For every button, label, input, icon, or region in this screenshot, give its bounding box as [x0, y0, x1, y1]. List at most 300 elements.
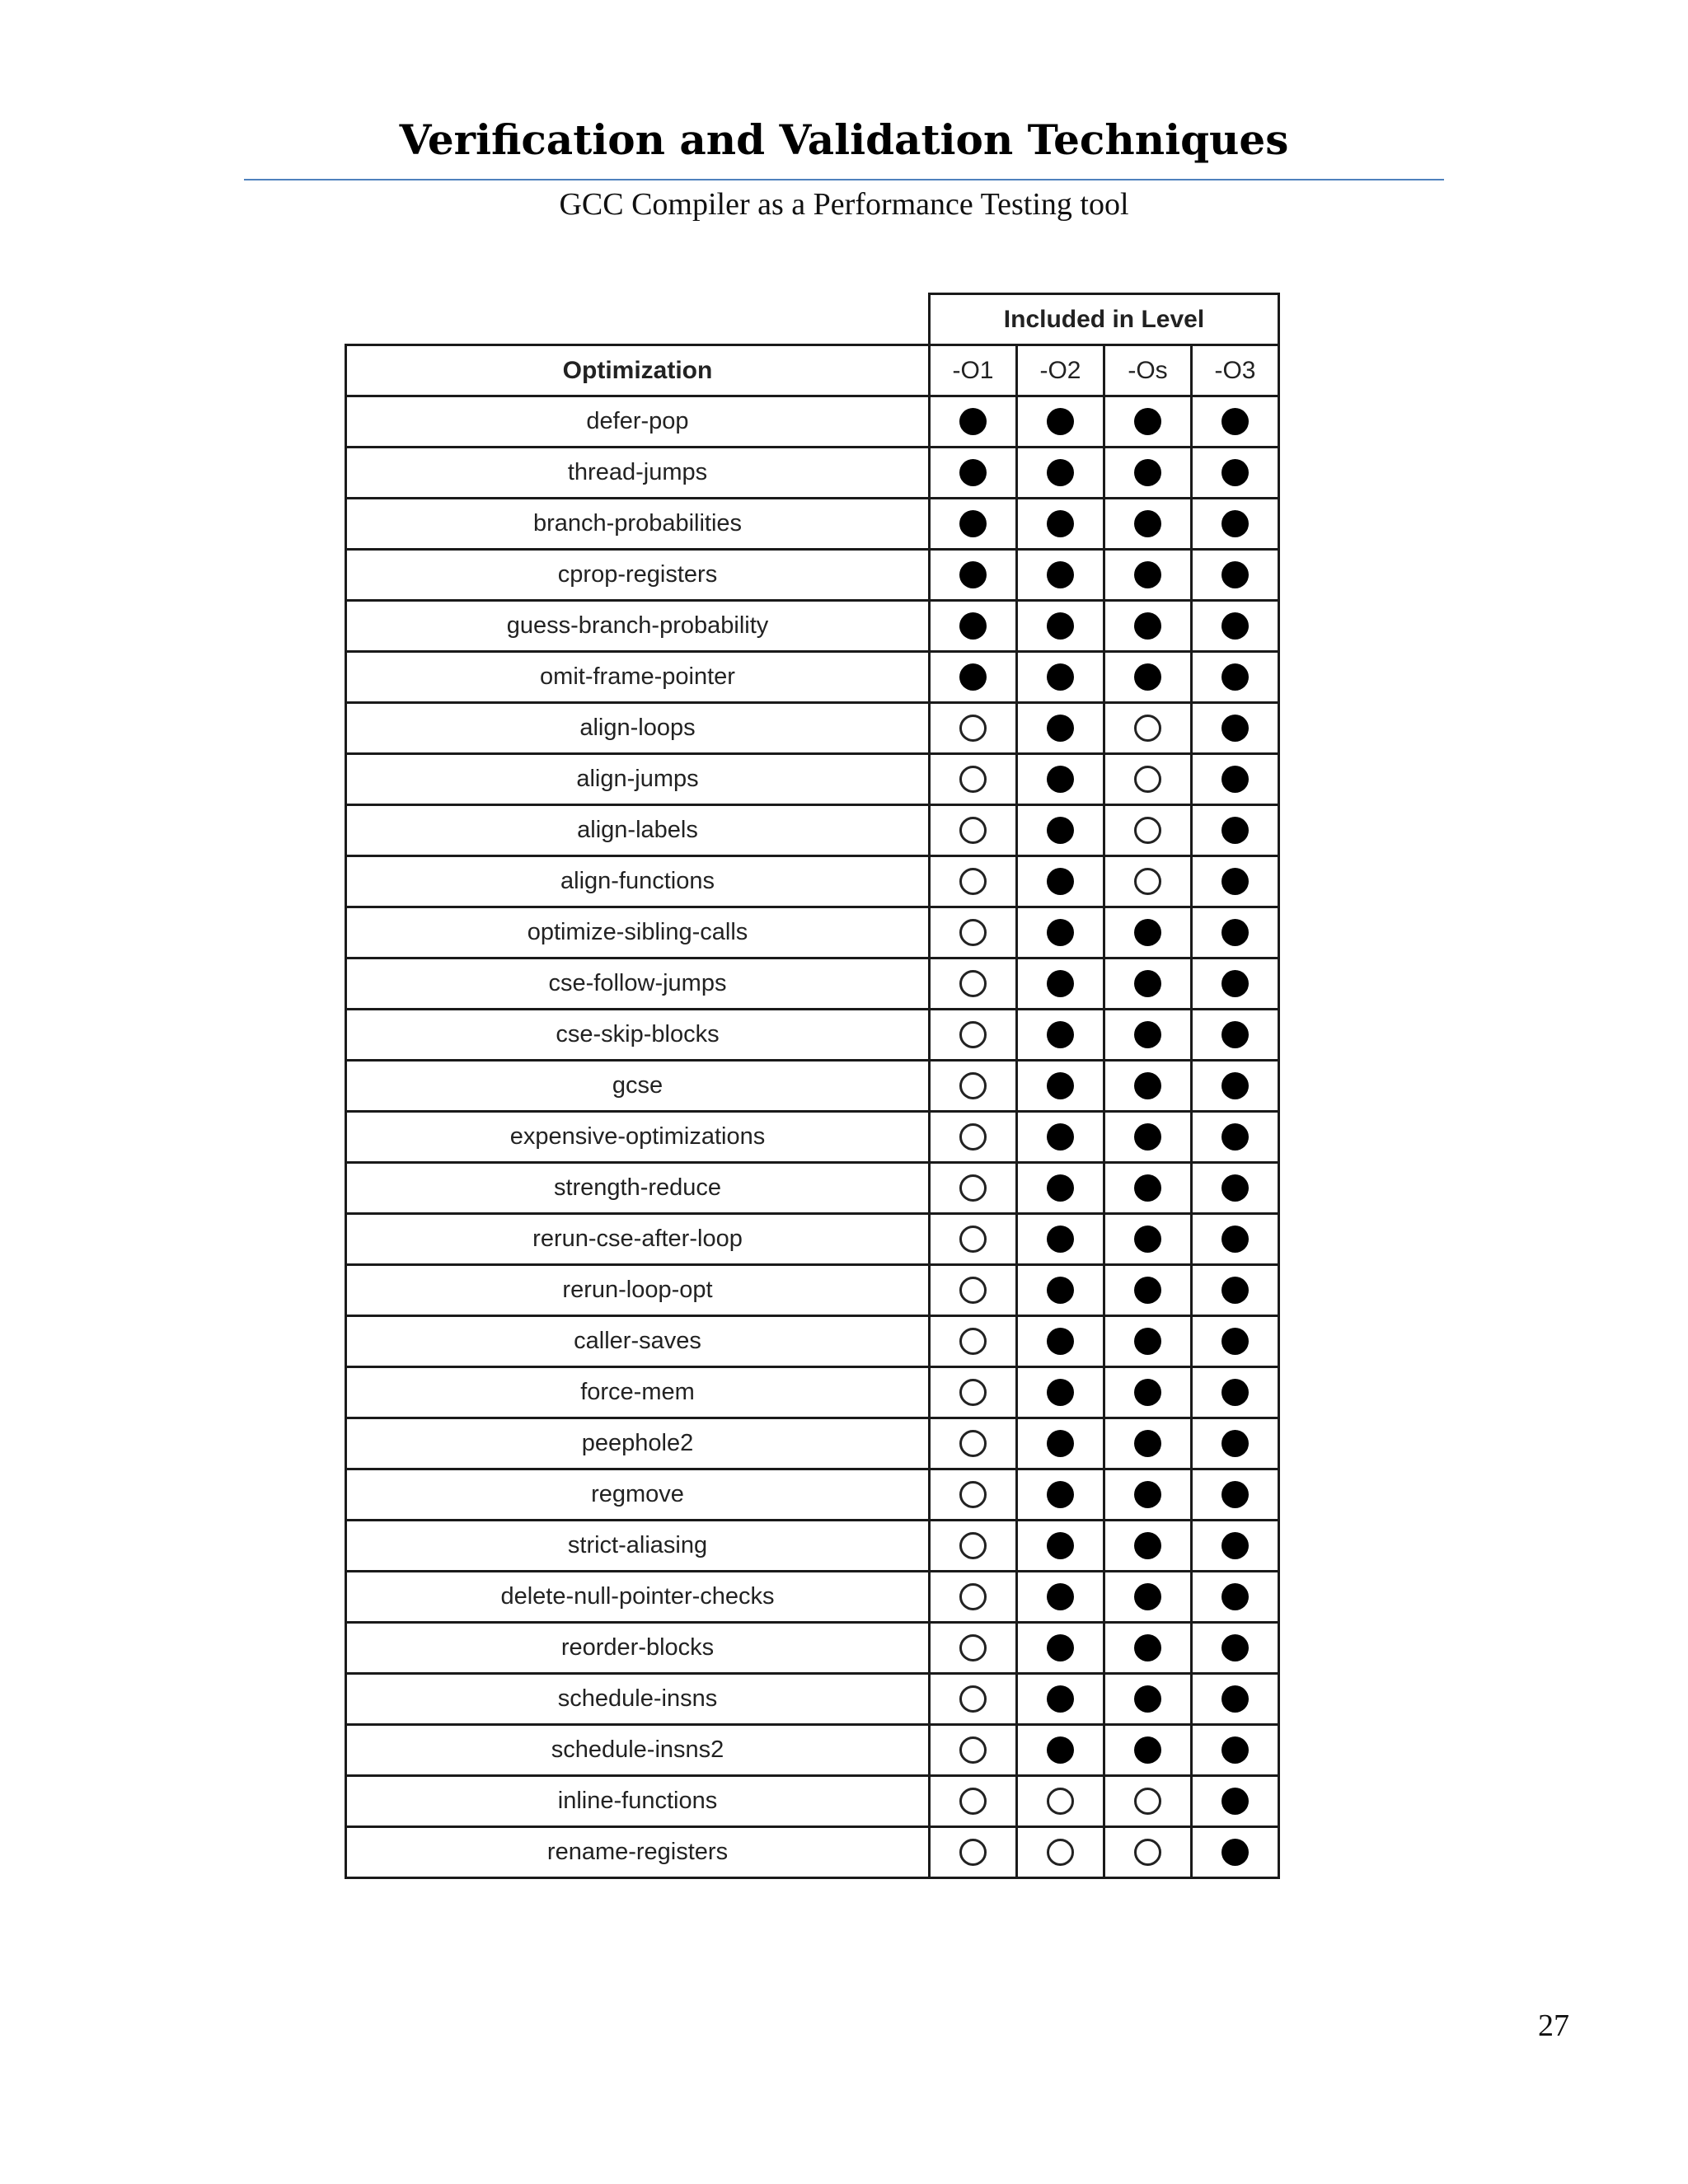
empty-circle-icon	[1047, 1839, 1074, 1866]
table-row	[346, 805, 1279, 856]
table-row	[346, 499, 1279, 550]
optimization-name: cse-skip-blocks	[346, 1010, 930, 1061]
filled-circle-icon	[1047, 408, 1074, 435]
filled-circle-icon	[1134, 1226, 1161, 1253]
optimization-name: force-mem	[346, 1367, 930, 1418]
filled-circle-icon	[959, 510, 987, 537]
filled-circle-icon	[1221, 1583, 1249, 1610]
level-cell	[1017, 1316, 1104, 1367]
level-header: -O3	[1192, 345, 1279, 396]
level-cell	[1192, 1521, 1279, 1572]
optimization-table	[345, 293, 1280, 1879]
page-number: 27	[1538, 2008, 1569, 2043]
level-cell	[1104, 856, 1192, 907]
level-cell	[1104, 907, 1192, 958]
level-cell	[1192, 958, 1279, 1010]
filled-circle-icon	[1047, 1634, 1074, 1661]
level-cell	[1017, 1061, 1104, 1112]
empty-circle-icon	[959, 1021, 987, 1048]
level-cell	[1192, 396, 1279, 448]
table-row	[346, 1316, 1279, 1367]
table-row	[346, 1112, 1279, 1163]
empty-circle-icon	[959, 1226, 987, 1253]
filled-circle-icon	[1221, 1021, 1249, 1048]
filled-circle-icon	[1134, 1736, 1161, 1764]
empty-circle-icon	[1134, 1788, 1161, 1815]
empty-circle-icon	[959, 766, 987, 793]
table-row	[346, 703, 1279, 754]
empty-circle-icon	[1134, 817, 1161, 844]
empty-circle-icon	[959, 715, 987, 742]
table-row	[346, 396, 1279, 448]
table-row	[346, 1265, 1279, 1316]
level-cell	[1104, 1265, 1192, 1316]
table-row	[346, 958, 1279, 1010]
level-cell	[930, 1776, 1017, 1827]
filled-circle-icon	[1047, 1481, 1074, 1508]
optimization-name: optimize-sibling-calls	[346, 907, 930, 958]
empty-circle-icon	[959, 868, 987, 895]
level-cell	[1192, 1827, 1279, 1878]
level-cell	[1192, 652, 1279, 703]
level-cell	[1104, 499, 1192, 550]
optimization-name: omit-frame-pointer	[346, 652, 930, 703]
level-cell	[930, 1572, 1017, 1623]
level-cell	[1104, 1316, 1192, 1367]
level-cell	[1104, 1572, 1192, 1623]
filled-circle-icon	[1134, 1481, 1161, 1508]
filled-circle-icon	[1047, 1685, 1074, 1713]
filled-circle-icon	[1134, 919, 1161, 946]
level-cell	[1192, 1469, 1279, 1521]
level-cell	[1192, 1776, 1279, 1827]
optimization-name: rerun-loop-opt	[346, 1265, 930, 1316]
optimization-name: gcse	[346, 1061, 930, 1112]
level-cell	[930, 1367, 1017, 1418]
filled-circle-icon	[1047, 715, 1074, 742]
level-header: -O1	[930, 345, 1017, 396]
filled-circle-icon	[1134, 1328, 1161, 1355]
level-cell	[1104, 1521, 1192, 1572]
level-cell	[1192, 499, 1279, 550]
filled-circle-icon	[1134, 970, 1161, 997]
level-cell	[1104, 1623, 1192, 1674]
level-cell	[1104, 1674, 1192, 1725]
filled-circle-icon	[1221, 459, 1249, 486]
filled-circle-icon	[1221, 612, 1249, 640]
table-body	[346, 396, 1279, 1878]
level-cell	[1104, 754, 1192, 805]
level-cell	[1017, 550, 1104, 601]
level-cell	[1104, 1214, 1192, 1265]
filled-circle-icon	[1221, 561, 1249, 588]
level-cell	[930, 958, 1017, 1010]
table-row	[346, 907, 1279, 958]
filled-circle-icon	[959, 612, 987, 640]
optimization-header: Optimization	[346, 345, 930, 396]
table-row	[346, 1827, 1279, 1878]
table-row	[346, 448, 1279, 499]
level-cell	[1192, 805, 1279, 856]
column-header-row	[346, 345, 1279, 396]
level-cell	[1192, 1316, 1279, 1367]
level-cell	[930, 396, 1017, 448]
empty-circle-icon	[959, 919, 987, 946]
level-cell	[1017, 396, 1104, 448]
level-cell	[930, 1725, 1017, 1776]
level-cell	[1192, 601, 1279, 652]
filled-circle-icon	[1134, 612, 1161, 640]
empty-circle-icon	[959, 970, 987, 997]
level-cell	[930, 1163, 1017, 1214]
filled-circle-icon	[1221, 868, 1249, 895]
level-cell	[1104, 1112, 1192, 1163]
empty-circle-icon	[959, 1072, 987, 1099]
level-cell	[930, 1521, 1017, 1572]
filled-circle-icon	[1221, 1685, 1249, 1713]
table-row	[346, 1521, 1279, 1572]
table-row	[346, 1572, 1279, 1623]
optimization-name: thread-jumps	[346, 448, 930, 499]
level-cell	[930, 1265, 1017, 1316]
filled-circle-icon	[1221, 1532, 1249, 1559]
title-rule	[244, 179, 1444, 180]
level-cell	[1104, 448, 1192, 499]
optimization-name: regmove	[346, 1469, 930, 1521]
level-cell	[1017, 1112, 1104, 1163]
table-row	[346, 1214, 1279, 1265]
blank-header-cell	[346, 294, 930, 345]
level-cell	[1104, 1163, 1192, 1214]
filled-circle-icon	[1047, 510, 1074, 537]
optimization-name: guess-branch-probability	[346, 601, 930, 652]
level-cell	[1017, 1265, 1104, 1316]
empty-circle-icon	[959, 1736, 987, 1764]
empty-circle-icon	[1134, 715, 1161, 742]
empty-circle-icon	[959, 1379, 987, 1406]
filled-circle-icon	[1047, 1072, 1074, 1099]
empty-circle-icon	[959, 1481, 987, 1508]
optimization-name: schedule-insns	[346, 1674, 930, 1725]
level-cell	[1017, 1725, 1104, 1776]
level-cell	[1104, 1061, 1192, 1112]
filled-circle-icon	[1221, 408, 1249, 435]
table-row	[346, 652, 1279, 703]
table-row	[346, 601, 1279, 652]
filled-circle-icon	[1047, 817, 1074, 844]
empty-circle-icon	[959, 1788, 987, 1815]
empty-circle-icon	[959, 1839, 987, 1866]
filled-circle-icon	[1047, 561, 1074, 588]
level-cell	[1017, 958, 1104, 1010]
filled-circle-icon	[1047, 1328, 1074, 1355]
level-cell	[1017, 1214, 1104, 1265]
filled-circle-icon	[1047, 1226, 1074, 1253]
level-cell	[1017, 1776, 1104, 1827]
optimization-name: expensive-optimizations	[346, 1112, 930, 1163]
filled-circle-icon	[1221, 766, 1249, 793]
level-cell	[1017, 1367, 1104, 1418]
level-cell	[1104, 1367, 1192, 1418]
filled-circle-icon	[1221, 1430, 1249, 1457]
filled-circle-icon	[1221, 1481, 1249, 1508]
filled-circle-icon	[1047, 1430, 1074, 1457]
level-cell	[930, 856, 1017, 907]
filled-circle-icon	[1047, 919, 1074, 946]
table-row	[346, 754, 1279, 805]
optimization-name: cse-follow-jumps	[346, 958, 930, 1010]
empty-circle-icon	[959, 1174, 987, 1202]
filled-circle-icon	[1047, 766, 1074, 793]
level-cell	[1104, 703, 1192, 754]
level-cell	[1017, 499, 1104, 550]
level-cell	[1192, 703, 1279, 754]
empty-circle-icon	[959, 1277, 987, 1304]
optimization-table-container	[345, 293, 1280, 1879]
level-cell	[1192, 856, 1279, 907]
table-row	[346, 1163, 1279, 1214]
level-cell	[1017, 1469, 1104, 1521]
table-row	[346, 1418, 1279, 1469]
level-cell	[1017, 703, 1104, 754]
filled-circle-icon	[959, 561, 987, 588]
level-cell	[1017, 1827, 1104, 1878]
level-cell	[1192, 907, 1279, 958]
group-header-row	[346, 294, 1279, 345]
level-cell	[1017, 754, 1104, 805]
empty-circle-icon	[1134, 1839, 1161, 1866]
filled-circle-icon	[1047, 1021, 1074, 1048]
level-cell	[1017, 1572, 1104, 1623]
table-row	[346, 856, 1279, 907]
level-cell	[1017, 907, 1104, 958]
page-title: Verification and Validation Techniques	[399, 115, 1289, 164]
filled-circle-icon	[1221, 510, 1249, 537]
level-cell	[1192, 1112, 1279, 1163]
filled-circle-icon	[1134, 561, 1161, 588]
level-cell	[930, 703, 1017, 754]
page-subtitle: GCC Compiler as a Performance Testing tool	[559, 187, 1129, 222]
level-cell	[1192, 1418, 1279, 1469]
empty-circle-icon	[959, 1634, 987, 1661]
filled-circle-icon	[1047, 459, 1074, 486]
empty-circle-icon	[959, 1328, 987, 1355]
included-in-level-header: Included in Level	[930, 294, 1279, 345]
filled-circle-icon	[1221, 1379, 1249, 1406]
level-cell	[1017, 1521, 1104, 1572]
level-cell	[930, 1061, 1017, 1112]
optimization-name: rerun-cse-after-loop	[346, 1214, 930, 1265]
optimization-name: strict-aliasing	[346, 1521, 930, 1572]
filled-circle-icon	[959, 663, 987, 691]
level-cell	[1192, 1265, 1279, 1316]
filled-circle-icon	[1221, 1123, 1249, 1151]
level-cell	[1104, 396, 1192, 448]
optimization-name: delete-null-pointer-checks	[346, 1572, 930, 1623]
table-row	[346, 1010, 1279, 1061]
level-cell	[1192, 550, 1279, 601]
optimization-name: defer-pop	[346, 396, 930, 448]
empty-circle-icon	[1134, 868, 1161, 895]
table-row	[346, 1367, 1279, 1418]
filled-circle-icon	[1221, 1174, 1249, 1202]
level-cell	[1017, 448, 1104, 499]
level-cell	[1192, 1061, 1279, 1112]
level-cell	[1017, 1010, 1104, 1061]
table-row	[346, 1725, 1279, 1776]
filled-circle-icon	[1134, 1532, 1161, 1559]
level-cell	[1192, 1214, 1279, 1265]
empty-circle-icon	[959, 1685, 987, 1713]
optimization-name: align-loops	[346, 703, 930, 754]
filled-circle-icon	[1134, 1174, 1161, 1202]
level-cell	[1017, 652, 1104, 703]
level-cell	[930, 1674, 1017, 1725]
table-row	[346, 1674, 1279, 1725]
filled-circle-icon	[1047, 868, 1074, 895]
level-cell	[1104, 958, 1192, 1010]
level-header: -Os	[1104, 345, 1192, 396]
filled-circle-icon	[1134, 1583, 1161, 1610]
filled-circle-icon	[1134, 1277, 1161, 1304]
level-cell	[930, 1418, 1017, 1469]
level-cell	[1017, 856, 1104, 907]
filled-circle-icon	[1047, 970, 1074, 997]
filled-circle-icon	[1047, 663, 1074, 691]
level-cell	[1104, 1725, 1192, 1776]
filled-circle-icon	[1134, 663, 1161, 691]
empty-circle-icon	[1047, 1788, 1074, 1815]
optimization-name: strength-reduce	[346, 1163, 930, 1214]
level-cell	[1192, 1572, 1279, 1623]
optimization-name: caller-saves	[346, 1316, 930, 1367]
filled-circle-icon	[1047, 612, 1074, 640]
level-header: -O2	[1017, 345, 1104, 396]
optimization-name: reorder-blocks	[346, 1623, 930, 1674]
filled-circle-icon	[1221, 1277, 1249, 1304]
filled-circle-icon	[959, 408, 987, 435]
filled-circle-icon	[1047, 1532, 1074, 1559]
empty-circle-icon	[959, 817, 987, 844]
level-cell	[1104, 805, 1192, 856]
level-cell	[1017, 1418, 1104, 1469]
filled-circle-icon	[1221, 817, 1249, 844]
level-cell	[1192, 1674, 1279, 1725]
filled-circle-icon	[1047, 1174, 1074, 1202]
filled-circle-icon	[1134, 1430, 1161, 1457]
filled-circle-icon	[1134, 1634, 1161, 1661]
level-cell	[1017, 1163, 1104, 1214]
filled-circle-icon	[1221, 1072, 1249, 1099]
level-cell	[1104, 1776, 1192, 1827]
filled-circle-icon	[1221, 1839, 1249, 1866]
level-cell	[930, 601, 1017, 652]
level-cell	[1104, 1469, 1192, 1521]
filled-circle-icon	[959, 459, 987, 486]
filled-circle-icon	[1047, 1379, 1074, 1406]
level-cell	[1104, 550, 1192, 601]
empty-circle-icon	[959, 1123, 987, 1151]
filled-circle-icon	[1221, 663, 1249, 691]
optimization-name: branch-probabilities	[346, 499, 930, 550]
filled-circle-icon	[1221, 1226, 1249, 1253]
level-cell	[1192, 448, 1279, 499]
optimization-name: peephole2	[346, 1418, 930, 1469]
level-cell	[1192, 754, 1279, 805]
level-cell	[930, 1316, 1017, 1367]
level-cell	[930, 448, 1017, 499]
level-cell	[1192, 1367, 1279, 1418]
filled-circle-icon	[1047, 1123, 1074, 1151]
optimization-name: align-labels	[346, 805, 930, 856]
level-cell	[1104, 1827, 1192, 1878]
empty-circle-icon	[959, 1532, 987, 1559]
optimization-name: cprop-registers	[346, 550, 930, 601]
filled-circle-icon	[1221, 1634, 1249, 1661]
filled-circle-icon	[1134, 1685, 1161, 1713]
level-cell	[1017, 805, 1104, 856]
level-cell	[930, 907, 1017, 958]
level-cell	[1192, 1623, 1279, 1674]
level-cell	[930, 1623, 1017, 1674]
table-row	[346, 1469, 1279, 1521]
level-cell	[1017, 1623, 1104, 1674]
empty-circle-icon	[959, 1583, 987, 1610]
filled-circle-icon	[1047, 1583, 1074, 1610]
level-cell	[1017, 1674, 1104, 1725]
level-cell	[930, 1827, 1017, 1878]
filled-circle-icon	[1134, 1072, 1161, 1099]
level-cell	[930, 499, 1017, 550]
table-row	[346, 1776, 1279, 1827]
level-cell	[1104, 601, 1192, 652]
filled-circle-icon	[1221, 970, 1249, 997]
level-cell	[1104, 1010, 1192, 1061]
optimization-name: align-functions	[346, 856, 930, 907]
table-row	[346, 1061, 1279, 1112]
filled-circle-icon	[1047, 1736, 1074, 1764]
filled-circle-icon	[1047, 1277, 1074, 1304]
level-cell	[1017, 601, 1104, 652]
level-cell	[930, 805, 1017, 856]
filled-circle-icon	[1221, 715, 1249, 742]
level-cell	[930, 1214, 1017, 1265]
level-cell	[930, 550, 1017, 601]
level-cell	[930, 1112, 1017, 1163]
level-cell	[930, 754, 1017, 805]
level-cell	[930, 652, 1017, 703]
filled-circle-icon	[1134, 408, 1161, 435]
filled-circle-icon	[1134, 1379, 1161, 1406]
optimization-name: inline-functions	[346, 1776, 930, 1827]
optimization-name: schedule-insns2	[346, 1725, 930, 1776]
filled-circle-icon	[1221, 919, 1249, 946]
empty-circle-icon	[1134, 766, 1161, 793]
optimization-name: align-jumps	[346, 754, 930, 805]
filled-circle-icon	[1221, 1736, 1249, 1764]
filled-circle-icon	[1221, 1788, 1249, 1815]
empty-circle-icon	[959, 1430, 987, 1457]
table-row	[346, 1623, 1279, 1674]
filled-circle-icon	[1134, 1123, 1161, 1151]
level-cell	[1104, 652, 1192, 703]
filled-circle-icon	[1134, 510, 1161, 537]
optimization-name: rename-registers	[346, 1827, 930, 1878]
filled-circle-icon	[1134, 1021, 1161, 1048]
level-cell	[1192, 1725, 1279, 1776]
level-cell	[1104, 1418, 1192, 1469]
table-row	[346, 550, 1279, 601]
